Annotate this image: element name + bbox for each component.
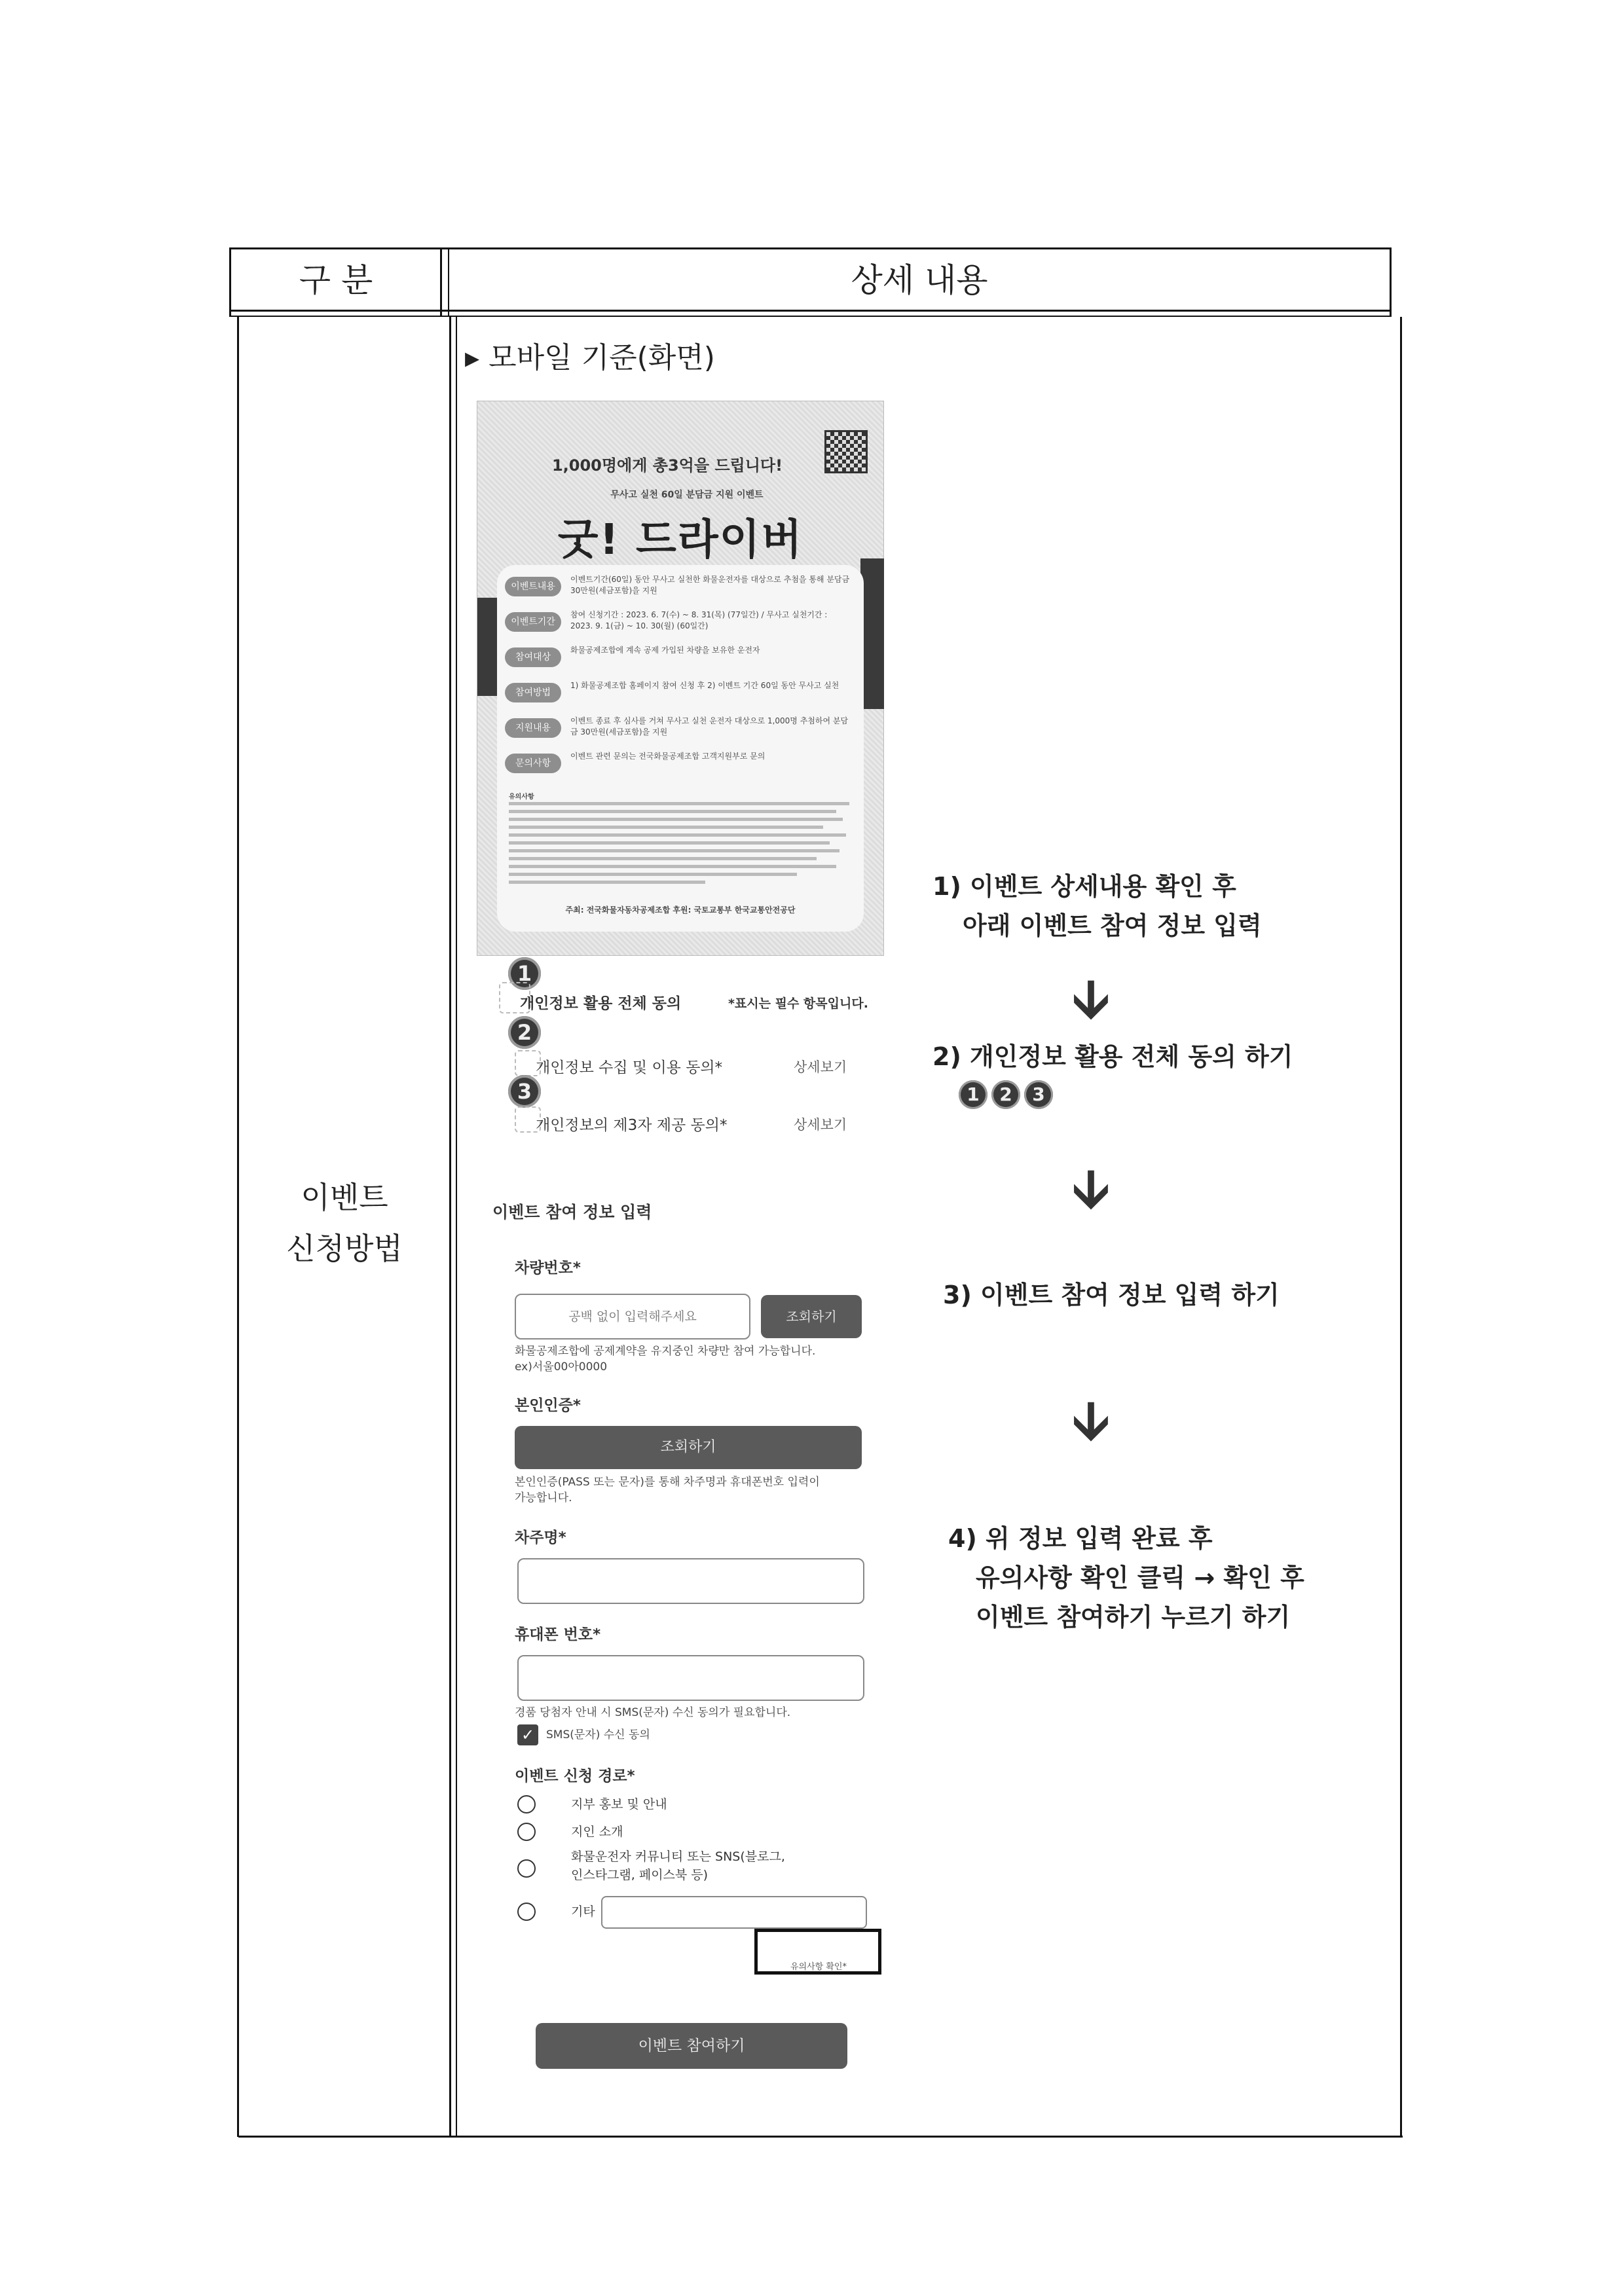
poster-row-tag: 문의사항 bbox=[505, 754, 561, 773]
down-arrow-icon-1: 🡫 bbox=[1072, 968, 1110, 1029]
plate-lookup-button[interactable]: 조회하기 bbox=[761, 1295, 862, 1338]
sms-note: 경품 당첨자 안내 시 SMS(문자) 수신 동의가 필요합니다. bbox=[515, 1706, 791, 1719]
poster-row-text: 이벤트기간(60일) 동안 무사고 실천한 화물운전자를 대상으로 추첨을 통해 분담금 30만원(세금포함)을 지원 bbox=[570, 575, 850, 595]
agreement-num-3: 3 bbox=[508, 1075, 541, 1108]
step4-line-1: 4) 위 정보 입력 완료 후 bbox=[948, 1524, 1213, 1553]
route-radio-2[interactable] bbox=[517, 1823, 536, 1841]
poster-title: 굿! 드라이버 bbox=[557, 516, 803, 564]
poster-banner: 1,000명에게 총3억을 드립니다! bbox=[551, 456, 783, 475]
poster-row-tag: 이벤트내용 bbox=[505, 577, 561, 596]
poster-subtitle: 무사고 실천 60일 분담금 지원 이벤트 bbox=[610, 490, 764, 500]
agree-all-label: 개인정보 활용 전체 동의 bbox=[520, 995, 682, 1012]
poster-row bbox=[505, 748, 856, 781]
poster-row-text: 참여 신청기간 : 2023. 6. 7(수) ~ 8. 31(목) (77일간) / 무사고 실천기간 : 2023. 9. 1(금) ~ 10. 30(월) (60일간) bbox=[570, 610, 828, 630]
auth-lookup-button[interactable]: 조회하기 bbox=[515, 1426, 862, 1469]
route-option-1: 지부 홍보 및 안내 bbox=[571, 1797, 667, 1812]
agree-collect-label: 개인정보 수집 및 이용 동의* bbox=[536, 1059, 723, 1076]
phone-label: 휴대폰 번호* bbox=[515, 1626, 601, 1643]
poster-row-text: 이벤트 종료 후 심사를 거쳐 무사고 실천 운전자 대상으로 1,000명 추첨하여 분담금 30만원(세금포함)을 지원 bbox=[570, 716, 849, 737]
check-icon: ✓ bbox=[521, 1726, 535, 1744]
poster-band-right bbox=[860, 558, 884, 709]
poster-row bbox=[505, 713, 856, 746]
route-label: 이벤트 신청 경로* bbox=[515, 1768, 635, 1785]
detail-link-third-party[interactable]: 상세보기 bbox=[794, 1117, 847, 1133]
step4-line-3: 이벤트 참여하기 누르기 하기 bbox=[976, 1603, 1291, 1631]
auth-note-2: 가능합니다. bbox=[515, 1491, 572, 1504]
down-arrow-icon-3: 🡫 bbox=[1072, 1390, 1110, 1451]
poster-row-text: 화물공제조합에 계속 공제 가입된 차량을 보유한 운전자 bbox=[570, 646, 760, 655]
agreement-num-2: 2 bbox=[508, 1016, 541, 1049]
step1-line-2: 아래 이벤트 참여 정보 입력 bbox=[963, 911, 1262, 940]
owner-label: 차주명* bbox=[515, 1529, 566, 1546]
poster-row bbox=[505, 607, 856, 640]
agreement-num-1: 1 bbox=[508, 957, 541, 990]
plate-note-2: ex)서울00아0000 bbox=[515, 1360, 608, 1374]
header-detail: 상세 내용 bbox=[851, 261, 988, 299]
poster-info-box bbox=[497, 565, 864, 932]
route-option-3a: 화물운전자 커뮤니티 또는 SNS(블로그, bbox=[571, 1850, 785, 1864]
route-other-input[interactable] bbox=[601, 1896, 867, 1929]
route-option-2: 지인 소개 bbox=[571, 1825, 623, 1839]
submit-button[interactable]: 이벤트 참여하기 bbox=[536, 2023, 847, 2069]
poster-row bbox=[505, 572, 856, 604]
poster-notice-title: 유의사항 bbox=[509, 793, 534, 801]
event-poster bbox=[477, 401, 884, 956]
route-option-3b: 인스타그램, 페이스북 등) bbox=[571, 1868, 709, 1882]
category-line-2: 신청방법 bbox=[286, 1231, 403, 1266]
poster-row-tag: 지원내용 bbox=[505, 718, 561, 738]
auth-label: 본인인증* bbox=[515, 1397, 581, 1414]
section-heading: ▸ 모바일 기준(화면) bbox=[465, 341, 715, 374]
route-radio-4[interactable] bbox=[517, 1903, 536, 1921]
sms-checkbox-label: SMS(문자) 수신 동의 bbox=[546, 1728, 650, 1741]
down-arrow-icon-2: 🡫 bbox=[1072, 1158, 1110, 1219]
qr-code-icon bbox=[824, 430, 868, 473]
step1-line-1: 1) 이벤트 상세내용 확인 후 bbox=[932, 872, 1236, 901]
poster-notice-lines bbox=[509, 802, 849, 894]
poster-row-text: 1) 화물공제조합 홈페이지 참여 신청 후 2) 이벤트 기간 60일 동안 무사고 실천 bbox=[570, 681, 840, 690]
poster-row-tag: 이벤트기간 bbox=[505, 612, 561, 632]
poster-row-tag: 참여방법 bbox=[505, 683, 561, 702]
poster-row-tag: 참여대상 bbox=[505, 647, 561, 667]
detail-link-collect[interactable]: 상세보기 bbox=[794, 1059, 847, 1075]
auth-note-1: 본인인증(PASS 또는 문자)를 통해 차주명과 휴대폰번호 입력이 bbox=[515, 1476, 820, 1489]
step4-line-2: 유의사항 확인 클릭 → 확인 후 bbox=[976, 1563, 1304, 1592]
notice-confirm-button[interactable] bbox=[754, 1929, 881, 1975]
poster-row bbox=[505, 678, 856, 710]
notice-confirm-label: 유의사항 확인* bbox=[790, 1962, 847, 1972]
phone-input[interactable] bbox=[517, 1655, 864, 1701]
step2-line-1: 2) 개인정보 활용 전체 동의 하기 bbox=[932, 1042, 1293, 1071]
route-radio-3[interactable] bbox=[517, 1859, 536, 1878]
plate-label: 차량번호* bbox=[515, 1260, 581, 1277]
category-line-1: 이벤트 bbox=[301, 1180, 388, 1215]
sms-checkbox[interactable] bbox=[517, 1724, 538, 1745]
step2-num-1: 1 bbox=[959, 1080, 987, 1109]
poster-row-text: 이벤트 관련 문의는 전국화물공제조합 고객지원부로 문의 bbox=[570, 752, 766, 761]
route-option-4: 기타 bbox=[571, 1904, 595, 1919]
plate-note-1: 화물공제조합에 공제계약을 유지중인 차량만 참여 가능합니다. bbox=[515, 1345, 816, 1358]
poster-row bbox=[505, 642, 856, 675]
step2-num-2: 2 bbox=[991, 1080, 1020, 1109]
poster-footer: 주최: 전국화물자동차공제조합 후원: 국토교통부 한국교통안전공단 bbox=[565, 905, 796, 915]
required-note: *표시는 필수 항목입니다. bbox=[728, 996, 868, 1011]
header-category: 구 분 bbox=[299, 261, 373, 299]
poster-rows bbox=[505, 572, 856, 781]
route-radio-1[interactable] bbox=[517, 1795, 536, 1813]
form-title: 이벤트 참여 정보 입력 bbox=[492, 1203, 652, 1222]
owner-input[interactable] bbox=[517, 1558, 864, 1604]
step2-num-3: 3 bbox=[1024, 1080, 1053, 1109]
category-cell bbox=[240, 1172, 449, 1274]
plate-input[interactable] bbox=[515, 1294, 750, 1339]
step3-line: 3) 이벤트 참여 정보 입력 하기 bbox=[943, 1281, 1280, 1309]
agree-third-party-label: 개인정보의 제3자 제공 동의* bbox=[536, 1117, 728, 1134]
